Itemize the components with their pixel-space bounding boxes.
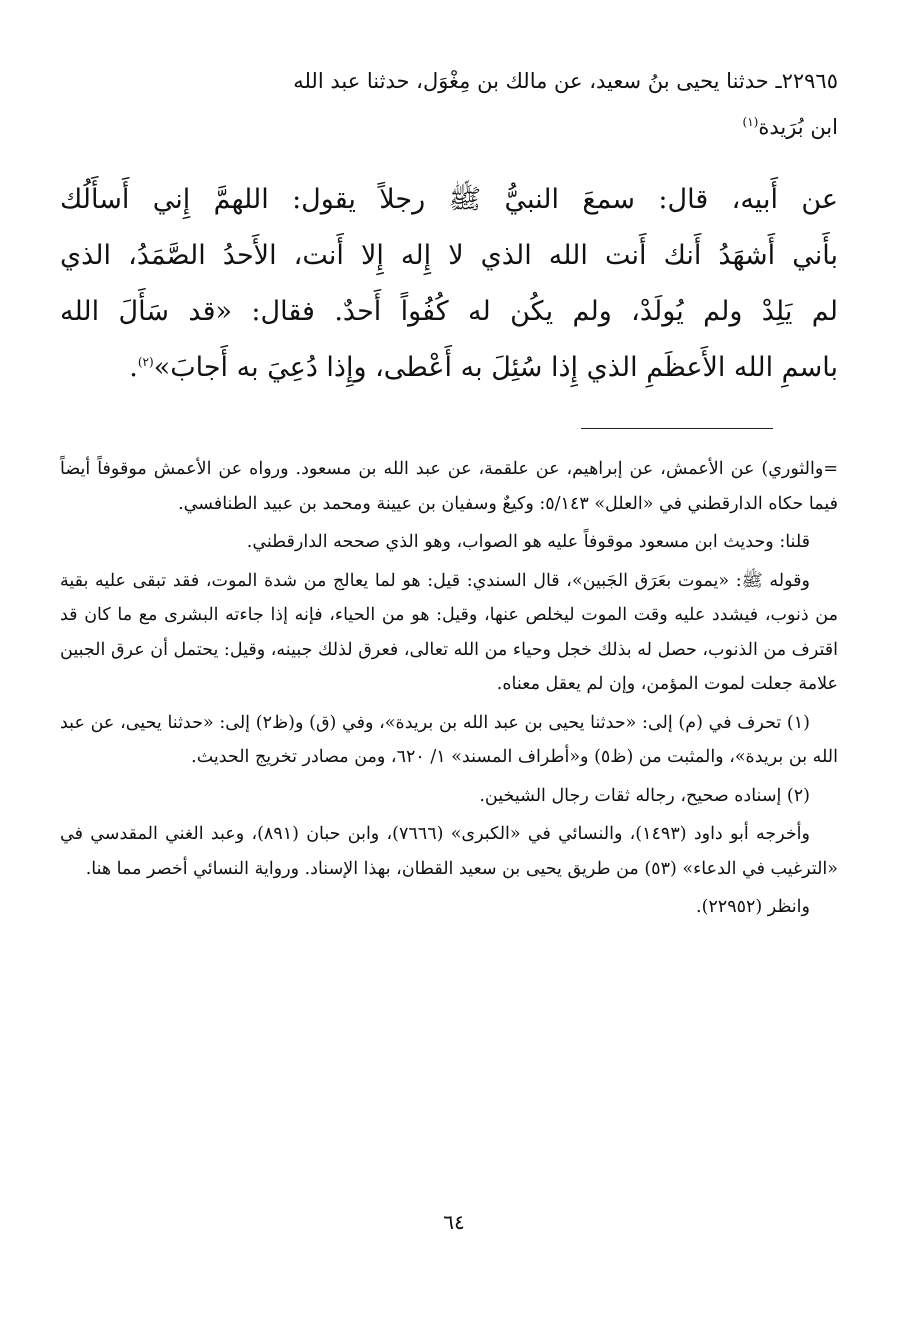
footnote-continuation: =والثوري) عن الأعمش، عن إبراهيم، عن علقمة، عن عبد الله بن مسعود. ورواه عن الأعمش موقوفاً أيضاً فيما حكاه الدارقطني في «العلل» ٥/١٤٣: وكيعٌ وسفيان بن عيينة ومحمد بن عبيد الطنافسي. xyxy=(60,459,838,514)
footnote-unzur: وانظر (٢٢٩٥٢). xyxy=(696,897,810,917)
hadith-line: عن أَبيه، قال: سمعَ النبيُّ ﷺ رجلاً يقول: اللهمَّ إِني أَسأَلُك xyxy=(60,184,838,215)
page-number: ٦٤ xyxy=(443,1210,465,1234)
hadith-end-dot: . xyxy=(129,352,138,383)
hadith-header xyxy=(60,58,838,150)
footnote-sharh: وقوله ﷺ: «يموت بعَرَق الجَبين»، قال السندي: قيل: هو لما يعالج من شدة الموت، فقد تبقى عليه بقية من ذنوب، فيشدد عليه وقت الموت ليخلص عنها، وقيل: هو من الحياء، فإنه إذا جاءته البشرى مع ما كان قد اقترف من الذنوب، حصل له بذلك خجل وحياء من الله تعالى، فعرق لذلك جبينه، وقيل: يحتمل أن عرق الجبين علامة جعلت لموت المؤمن، وإن لم يعقل معناه. xyxy=(60,570,838,694)
footnote-2: (٢) إسناده صحيح، رجاله ثقات رجال الشيخين. xyxy=(479,785,810,806)
hadith-line-text: باسمِ الله الأَعظَمِ الذي إِذا سُئِلَ به أَعْطى، وإِذا دُعِيَ به أَجابَ» xyxy=(153,352,838,383)
footnote-ref-2: (٢) xyxy=(137,355,154,369)
footnotes xyxy=(60,452,838,929)
hadith-header-line2: ابن بُرَيدة xyxy=(758,115,838,139)
footnote-takhrij: وأخرجه أبو داود (١٤٩٣)، والنسائي في «الكبرى» (٧٦٦٦)، وابن حبان (٨٩١)، وعبد الغني المقدسي في «الترغيب في الدعاء» (٥٣) من طريق يحيى بن سعيد القطان، بهذا الإسناد. ورواية النسائي أخصر مما هنا. xyxy=(60,824,838,879)
hadith-header-line1: ٢٢٩٦٥ـ حدثنا يحيى بنُ سعيد، عن مالك بن مِغْوَل، حدثنا عبد الله xyxy=(293,69,838,93)
hadith-text xyxy=(60,172,838,396)
hadith-line: بأَني أَشهَدُ أَنك أَنت الله الذي لا إِله إِلا أَنت، الأَحدُ الصَّمَدُ، الذي xyxy=(60,240,838,271)
footnote-1: (١) تحرف في (م) إلى: «حدثنا يحيى بن عبد الله بن بريدة»، وفي (ق) و(ظ٢) إلى: «حدثنا يحيى، عن عبد الله بن بريدة»، والمثبت من (ظ٥) و«أطراف المسند» ١/ ٦٢٠، ومن مصادر تخريج الحديث. xyxy=(60,712,838,767)
footnote-qulna: قلنا: وحديث ابن مسعود موقوفاً عليه هو الصواب، وهو الذي صححه الدارقطني. xyxy=(246,532,810,552)
footnote-ref-1: (١) xyxy=(742,115,759,129)
hadith-line-last xyxy=(60,340,838,396)
hadith-line: لم يَلِدْ ولم يُولَدْ، ولم يكُن له كُفُواً أَحدٌ. فقال: «قد سَأَلَ الله xyxy=(60,296,838,327)
footnote-divider xyxy=(581,428,773,429)
